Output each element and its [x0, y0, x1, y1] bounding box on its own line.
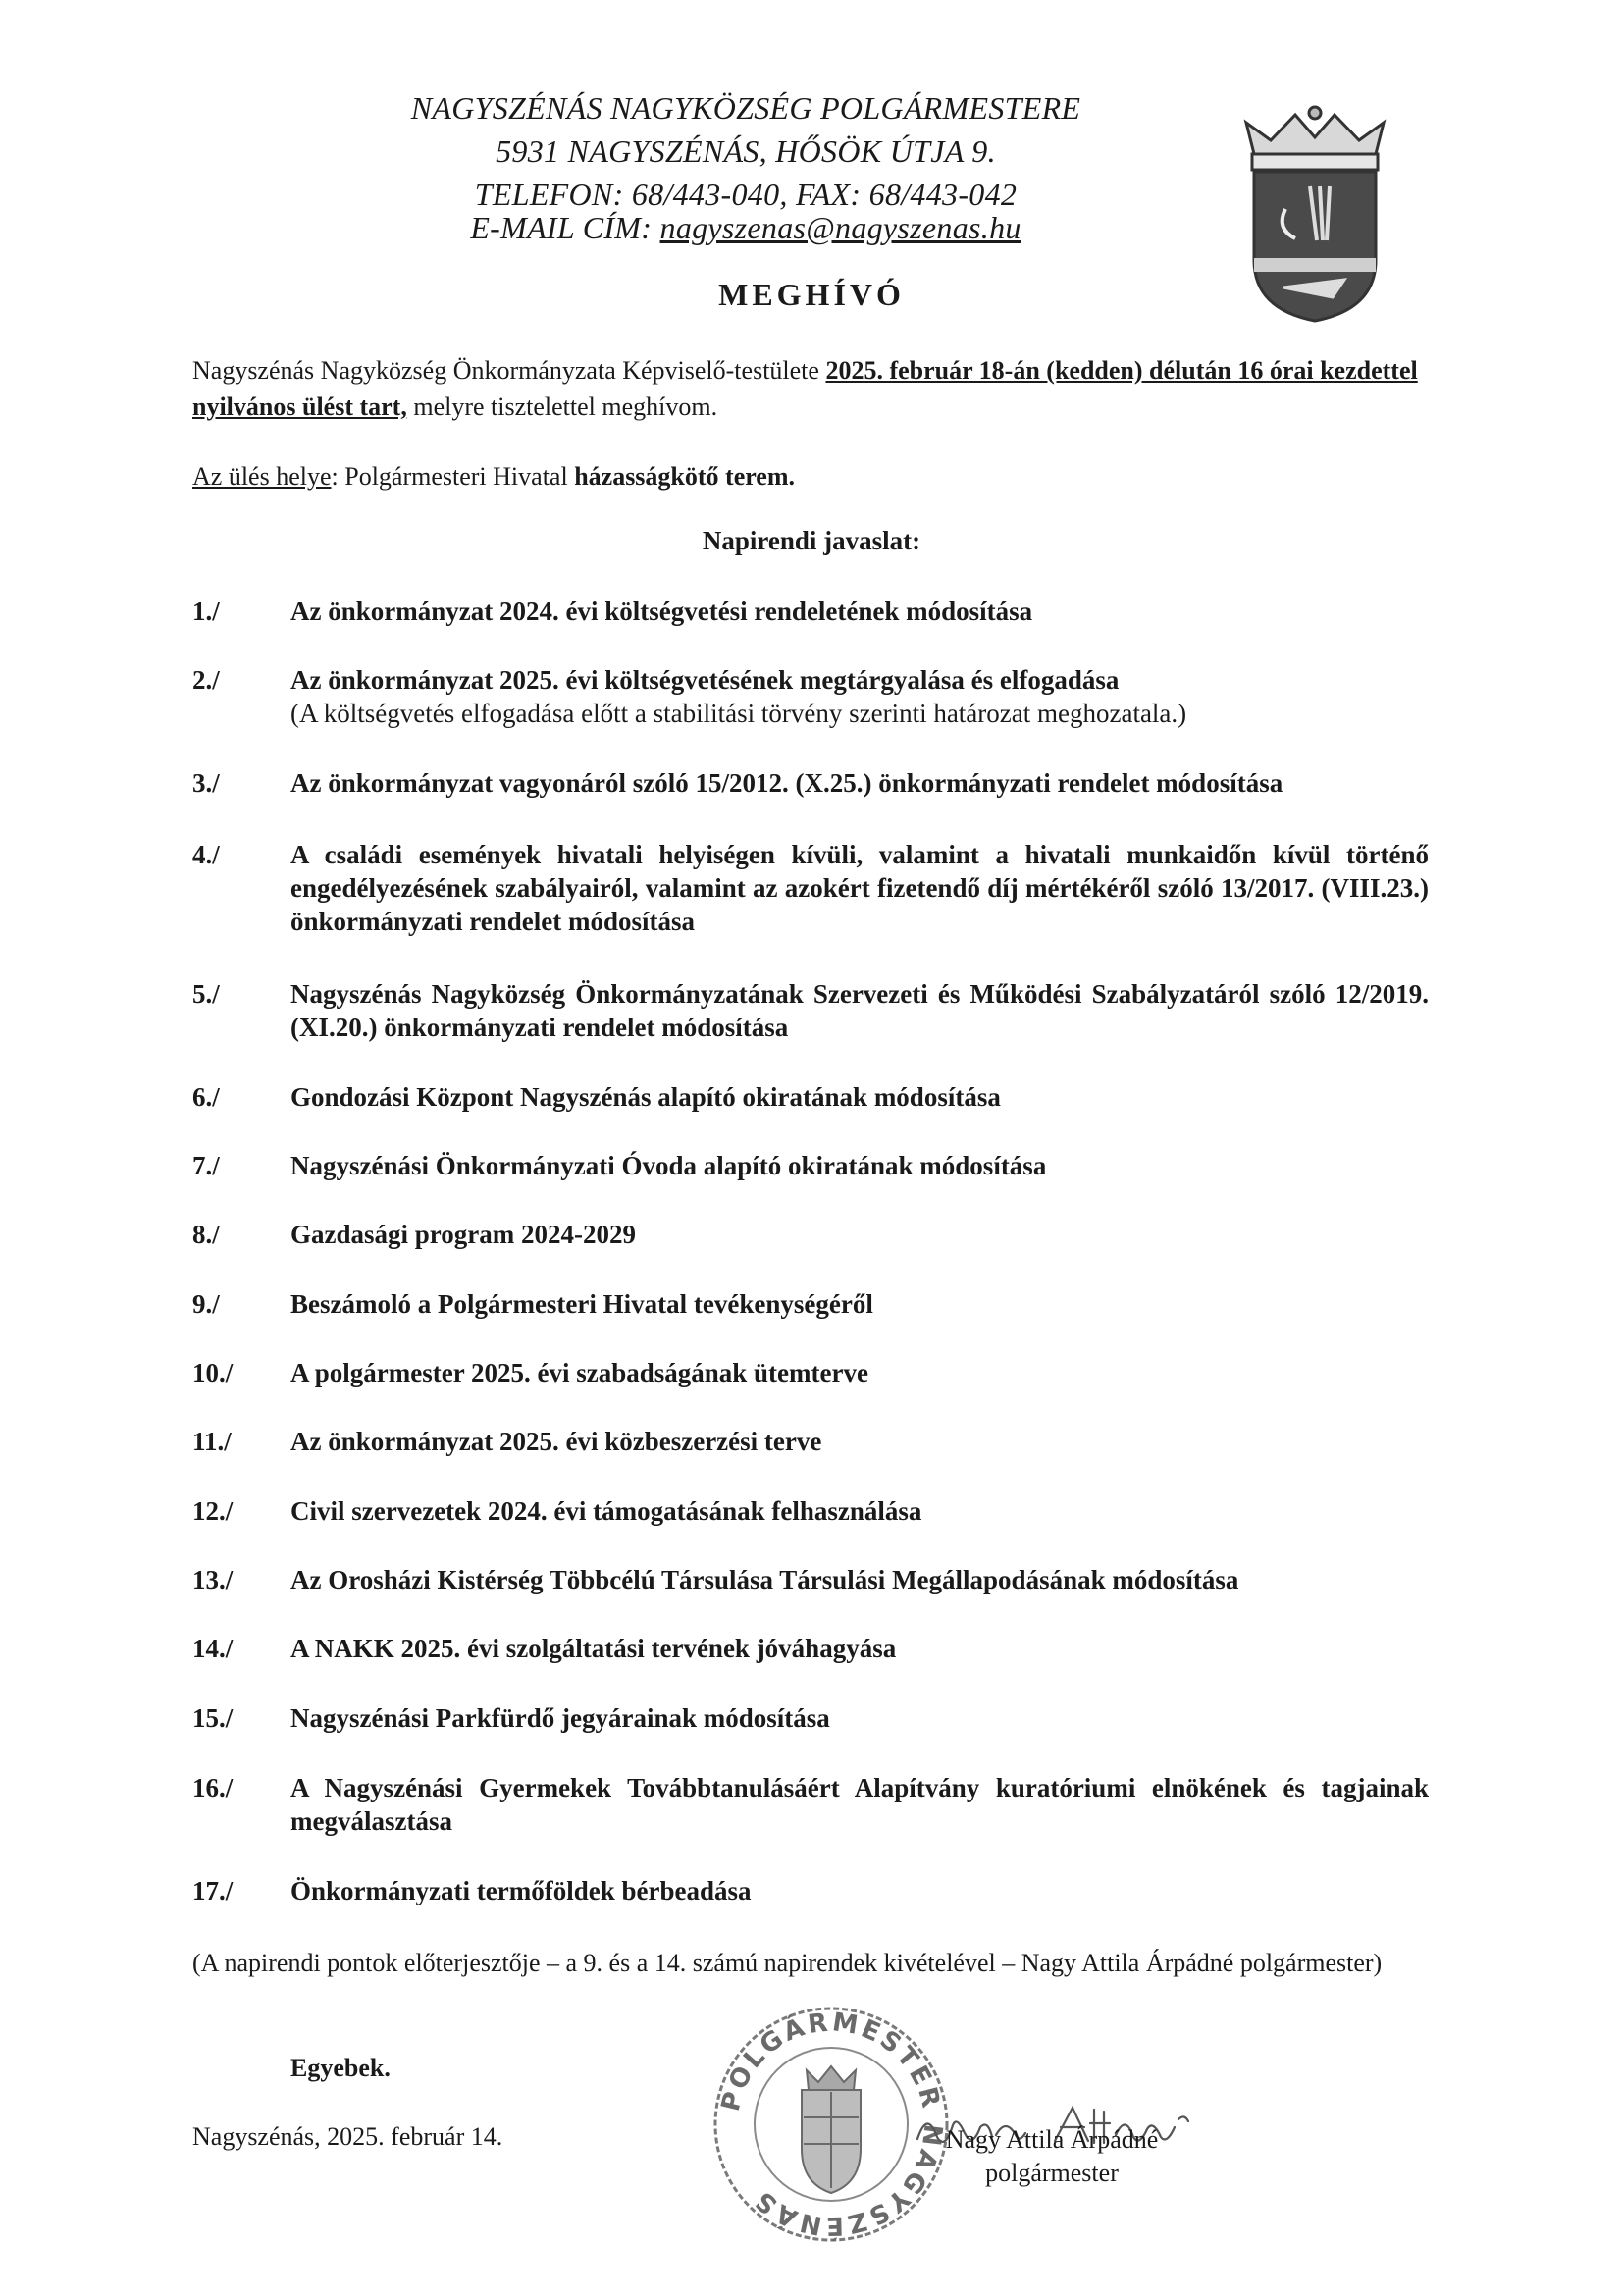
agenda-item-number: 16./	[192, 1773, 234, 1802]
agenda-item-number: 14./	[192, 1634, 234, 1663]
agenda-item-text: A polgármester 2025. évi szabadságának ütemterve	[290, 1358, 868, 1387]
agenda-item-text: Az önkormányzat 2025. évi közbeszerzési terve	[290, 1427, 822, 1456]
other-items: Egyebek.	[290, 2054, 391, 2082]
agenda-item-number: 9./	[192, 1289, 220, 1319]
place-and-date: Nagyszénás, 2025. február 14.	[192, 2122, 503, 2151]
invitation-paragraph	[192, 352, 1429, 425]
agenda-item-number: 5./	[192, 979, 220, 1009]
agenda-item-subtext: (A költségvetés elfogadása előtt a stabilitási törvény szerinti határozat meghozatala.)	[290, 699, 1187, 728]
email-label: E-MAIL CÍM:	[470, 210, 660, 245]
location-room: házasságkötő terem.	[574, 462, 796, 491]
agenda-item-text: Nagyszénási Parkfürdő jegyárainak módosítása	[290, 1703, 830, 1733]
agenda-item-text: A családi események hivatali helyiségen kívüli, valamint a hivatali munkaidőn kívül történő engedélyezésének szabályairól, valamint az azokért fizetendő díj mértékéről szóló 13/2017. (VIII.23.) önkormányzati rendelet módosítása	[290, 840, 1429, 936]
email-link[interactable]: nagyszenas@nagyszenas.hu	[659, 210, 1021, 245]
agenda-item-number: 11./	[192, 1427, 232, 1456]
signer-title: polgármester	[985, 2159, 1119, 2187]
stamp-text: POLGÁRMESTER NAGYSZÉNÁS	[715, 2008, 948, 2241]
agenda-item-number: 12./	[192, 1496, 234, 1526]
invitation-date-time: 2025. február 18-án (kedden) délután 16 órai kezdettel nyilvános ülést tart,	[192, 356, 1418, 421]
agenda-item-text: Az Orosházi Kistérség Többcélú Társulása Társulási Megállapodásának módosítása	[290, 1565, 1239, 1594]
agenda-item-number: 6./	[192, 1082, 220, 1112]
agenda-item-text: Gondozási Központ Nagyszénás alapító okiratának módosítása	[290, 1082, 1001, 1112]
agenda-item-text: Gazdasági program 2024-2029	[290, 1220, 636, 1249]
presenter-note: (A napirendi pontok előterjesztője – a 9. és a 14. számú napirendek kivételével – Nagy Attila Árpádné polgármester)	[192, 1949, 1383, 1977]
agenda-item-number: 4./	[192, 840, 220, 869]
agenda-item-text: Az önkormányzat 2025. évi költségvetésének megtárgyalása és elfogadása	[290, 665, 1120, 695]
agenda-item-text: Civil szervezetek 2024. évi támogatásának felhasználása	[290, 1496, 922, 1526]
agenda-item-number: 3./	[192, 768, 220, 798]
agenda-item-text: Nagyszénás Nagyközség Önkormányzatának Szervezeti és Működési Szabályzatáról szóló 12/2019. (XI.20.) önkormányzati rendelet módosítása	[290, 979, 1429, 1042]
agenda-item-text: Az önkormányzat 2024. évi költségvetési rendeletének módosítása	[290, 597, 1033, 626]
letterhead-email-line	[324, 206, 1168, 249]
location-text: : Polgármesteri Hivatal	[331, 462, 575, 491]
agenda-item-text: Az önkormányzat vagyonáról szóló 15/2012. (X.25.) önkormányzati rendelet módosítása	[290, 768, 1283, 798]
signer-block	[924, 2123, 1179, 2190]
document-title: MEGHÍVÓ	[718, 277, 905, 312]
signer-name: Nagy Attila Árpádné	[945, 2125, 1159, 2154]
location-label: Az ülés helye	[192, 462, 332, 491]
agenda-item-number: 1./	[192, 597, 220, 626]
agenda-item-number: 17./	[192, 1876, 234, 1905]
agenda-item-number: 10./	[192, 1358, 234, 1387]
agenda-item-text: Önkormányzati termőföldek bérbeadása	[290, 1876, 752, 1905]
agenda-item-number: 8./	[192, 1220, 220, 1249]
agenda-item-number: 2./	[192, 665, 220, 695]
agenda-item-number: 13./	[192, 1565, 234, 1594]
letterhead-phone: TELEFON: 68/443-040, FAX: 68/443-042	[474, 177, 1018, 212]
meeting-location	[192, 458, 1429, 495]
invitation-text-1: Nagyszénás Nagyközség Önkormányzata Képviselő-testülete	[192, 356, 826, 385]
agenda-title: Napirendi javaslat:	[702, 526, 921, 555]
agenda-item-number: 7./	[192, 1151, 220, 1180]
letterhead-line-1: NAGYSZÉNÁS NAGYKÖZSÉG POLGÁRMESTERE	[410, 90, 1081, 126]
agenda-item-text: Beszámoló a Polgármesteri Hivatal tevékenységéről	[290, 1289, 873, 1319]
agenda-item-text: A Nagyszénási Gyermekek Továbbtanulásáért Alapítvány kuratóriumi elnökének és tagjainak megválasztása	[290, 1773, 1429, 1836]
agenda-item-text: Nagyszénási Önkormányzati Óvoda alapító okiratának módosítása	[290, 1151, 1047, 1180]
agenda-item-number: 15./	[192, 1703, 234, 1733]
invitation-text-2: melyre tisztelettel meghívom.	[406, 392, 718, 421]
letterhead-address: 5931 NAGYSZÉNÁS, HŐSÖK ÚTJA 9.	[496, 133, 996, 169]
agenda-item-text: A NAKK 2025. évi szolgáltatási tervének jóváhagyása	[290, 1634, 897, 1663]
